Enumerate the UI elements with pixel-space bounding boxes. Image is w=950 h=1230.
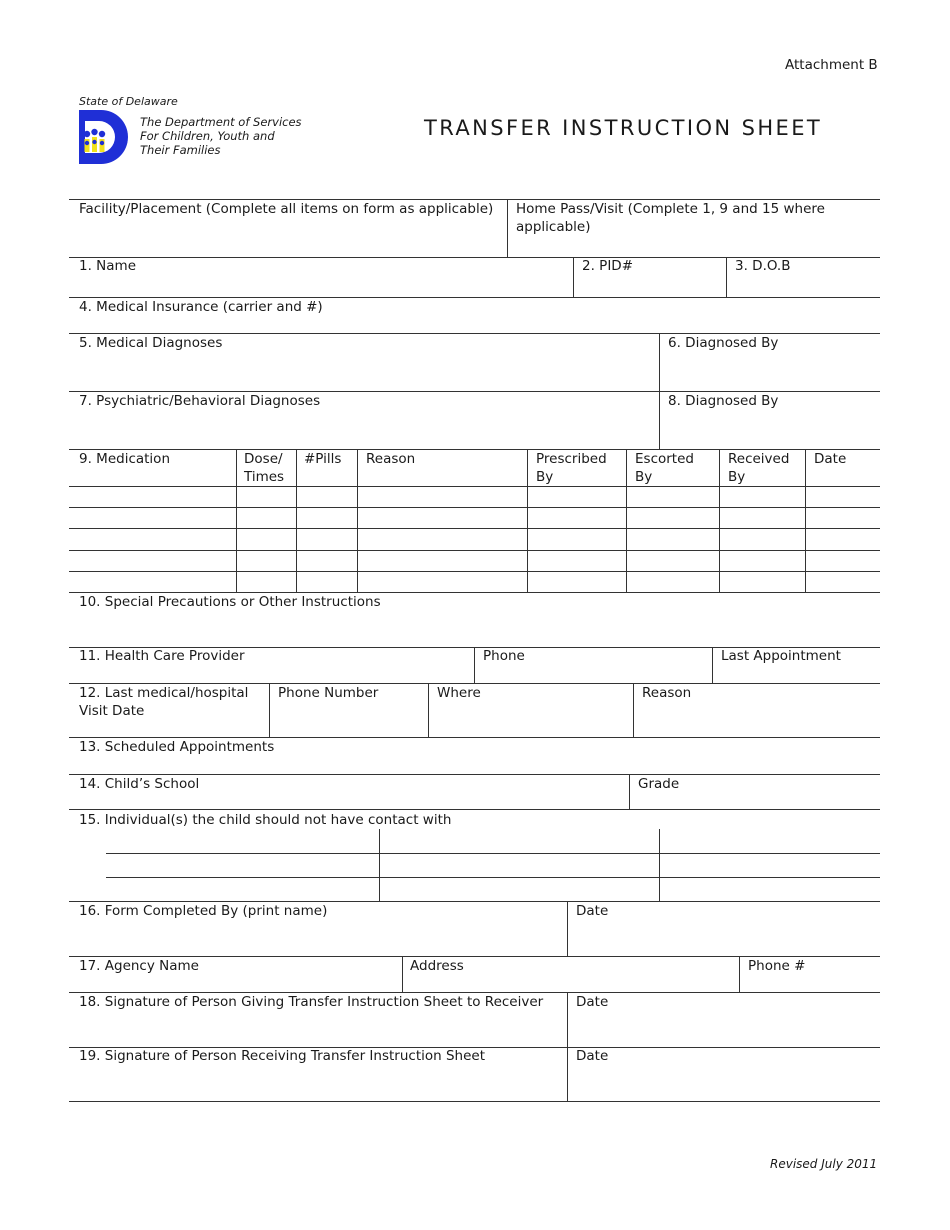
- rule-row15: [69, 901, 880, 902]
- rule-row13: [69, 774, 880, 775]
- no-contact-label: 15. Individual(s) the child should not have contact with: [79, 812, 452, 828]
- vrule-phone11: [474, 647, 475, 683]
- med-header-prescribed: Prescribed By: [536, 451, 607, 485]
- last-medical-visit-label: 12. Last medical/hospital Visit Date: [79, 685, 249, 719]
- vrule-date16: [567, 901, 568, 956]
- signature-giving-label: 18. Signature of Person Giving Transfer Instruction Sheet to Receiver: [79, 994, 544, 1010]
- med-header-reason: Reason: [366, 451, 416, 467]
- med-entry-row-4[interactable]: [70, 551, 236, 571]
- med-entry-row-2[interactable]: [70, 508, 236, 528]
- page-title: TRANSFER INSTRUCTION SHEET: [424, 116, 823, 140]
- agency-name-label: 17. Agency Name: [79, 958, 199, 974]
- reason-12-label: Reason: [642, 685, 692, 701]
- where-12-label: Where: [437, 685, 481, 701]
- grade-label: Grade: [638, 776, 680, 792]
- last-appointment-label: Last Appointment: [721, 648, 841, 664]
- vrule-med-received: [719, 449, 720, 592]
- diagnosed-by-8-label: 8. Diagnosed By: [668, 393, 779, 409]
- date-16-label: Date: [576, 903, 609, 919]
- vrule-where12: [428, 683, 429, 737]
- vrule-contact-2: [659, 829, 660, 901]
- name-field-label: 1. Name: [79, 258, 136, 274]
- rule-row7: [69, 449, 880, 450]
- dob-field-label: 3. D.O.B: [735, 258, 791, 274]
- vrule-phone12: [269, 683, 270, 737]
- form-completed-by-label: 16. Form Completed By (print name): [79, 903, 328, 919]
- dscyf-logo-icon: [79, 110, 133, 166]
- vrule-phone17: [739, 956, 740, 992]
- rule-contact-2: [106, 877, 880, 878]
- vrule-grade: [629, 774, 630, 809]
- med-entry-row-5[interactable]: [70, 572, 236, 592]
- med-header-dose: Dose/ Times: [244, 451, 285, 485]
- revised-date: Revised July 2011: [770, 1157, 878, 1171]
- rule-row17: [69, 992, 880, 993]
- phone-11-label: Phone: [483, 648, 525, 664]
- med-header-pills: #Pills: [304, 451, 342, 467]
- med-header-date: Date: [814, 451, 847, 467]
- vrule-med-prescribed: [527, 449, 528, 592]
- vrule-med-date: [805, 449, 806, 592]
- signature-receiving-label: 19. Signature of Person Receiving Transfer Instruction Sheet: [79, 1048, 486, 1064]
- vrule-date18-19: [567, 992, 568, 1101]
- rule-med-6: [69, 592, 880, 593]
- scheduled-appointments-label: 13. Scheduled Appointments: [79, 739, 275, 755]
- rule-row16: [69, 956, 880, 957]
- facility-placement-label: Facility/Placement (Complete all items on form as applicable): [79, 201, 494, 217]
- vrule-lastappt: [712, 647, 713, 683]
- rule-row14: [69, 809, 880, 810]
- date-18-label: Date: [576, 994, 609, 1010]
- health-care-provider-label: 11. Health Care Provider: [79, 648, 245, 664]
- med-header-received: Received By: [728, 451, 790, 485]
- attachment-label: Attachment B: [785, 57, 878, 73]
- rule-row11: [69, 683, 880, 684]
- vrule-address17: [402, 956, 403, 992]
- diagnosed-by-6-label: 6. Diagnosed By: [668, 335, 779, 351]
- home-pass-label: Home Pass/Visit (Complete 1, 9 and 15 where applicable): [516, 201, 825, 235]
- medical-diagnoses-label: 5. Medical Diagnoses: [79, 335, 223, 351]
- vrule-med-dose: [236, 449, 237, 592]
- vrule-contact-1: [379, 829, 380, 901]
- rule-row4: [69, 333, 880, 334]
- vrule-med-reason: [357, 449, 358, 592]
- rule-bottom: [69, 1101, 880, 1102]
- vrule-homepass: [507, 199, 508, 257]
- rule-top: [69, 199, 880, 200]
- psychiatric-diagnoses-label: 7. Psychiatric/Behavioral Diagnoses: [79, 393, 321, 409]
- special-precautions-label: 10. Special Precautions or Other Instructions: [79, 594, 381, 610]
- vrule-med-pills: [296, 449, 297, 592]
- med-header-medication: 9. Medication: [79, 451, 170, 467]
- vrule-reason12: [633, 683, 634, 737]
- rule-row2: [69, 297, 880, 298]
- department-name: The Department of Services For Children, Youth and Their Families: [140, 115, 302, 157]
- rule-row12: [69, 737, 880, 738]
- date-19-label: Date: [576, 1048, 609, 1064]
- rule-row5: [69, 391, 880, 392]
- state-label: State of Delaware: [79, 95, 178, 108]
- medical-insurance-label: 4. Medical Insurance (carrier and #): [79, 299, 323, 315]
- phone-17-label: Phone #: [748, 958, 806, 974]
- vrule-med-escorted: [626, 449, 627, 592]
- childs-school-label: 14. Child’s School: [79, 776, 200, 792]
- med-entry-row-3[interactable]: [70, 529, 236, 550]
- rule-contact-1: [106, 853, 880, 854]
- phone-number-12-label: Phone Number: [278, 685, 379, 701]
- med-header-escorted: Escorted By: [635, 451, 694, 485]
- vrule-diagnosed: [659, 333, 660, 449]
- vrule-pid: [573, 257, 574, 297]
- med-entry-row-1[interactable]: [70, 487, 236, 507]
- address-17-label: Address: [410, 958, 464, 974]
- pid-field-label: 2. PID#: [582, 258, 634, 274]
- vrule-dob: [726, 257, 727, 297]
